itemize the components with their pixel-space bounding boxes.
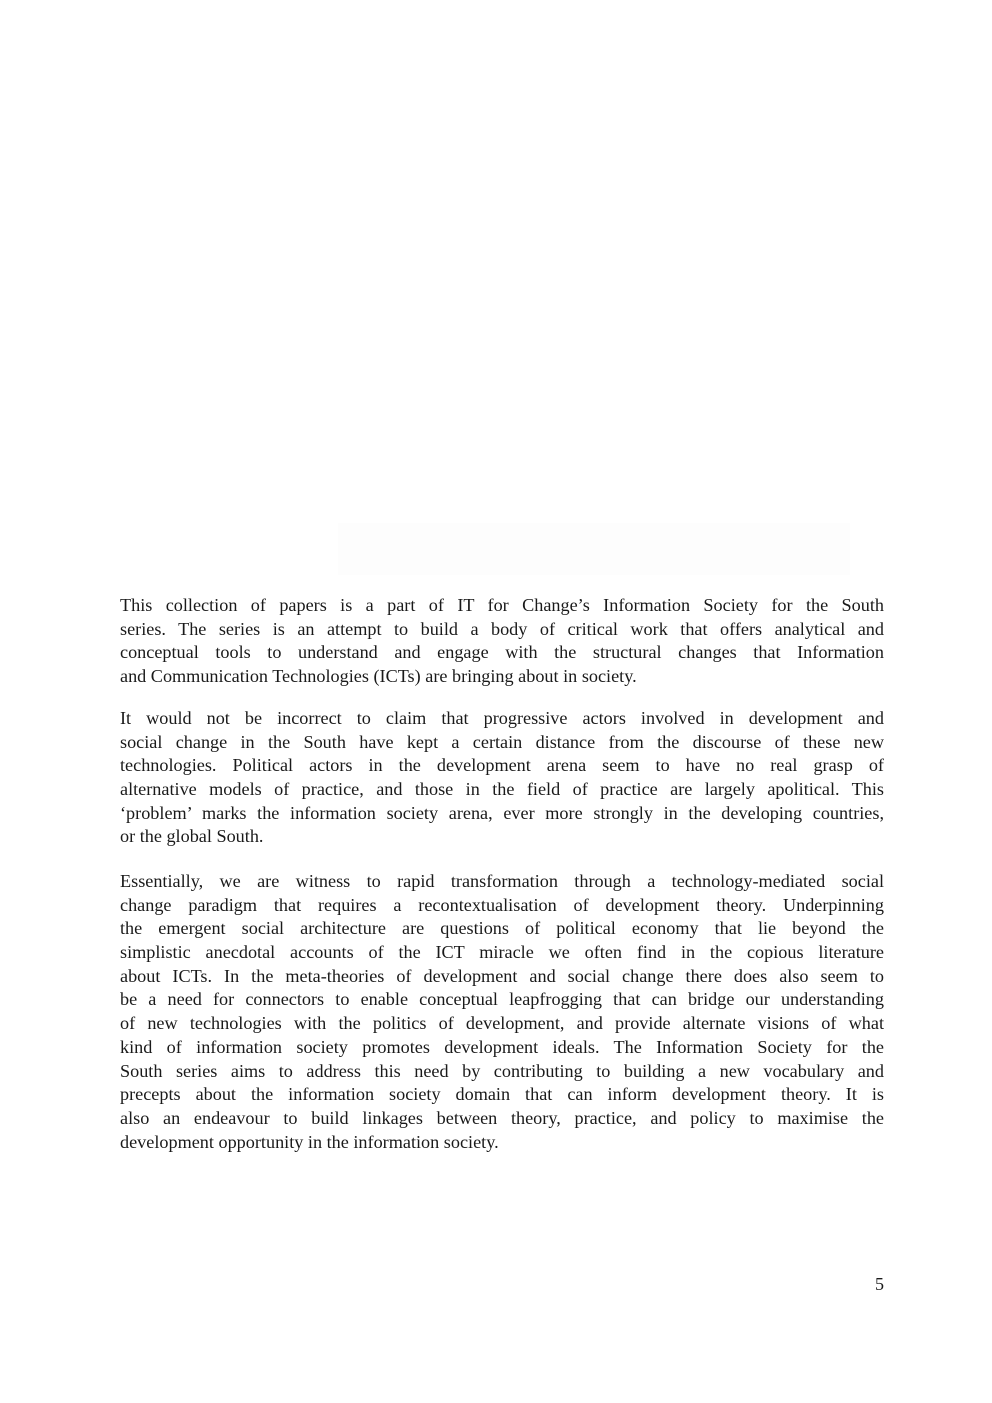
- page-number: 5: [875, 1274, 884, 1294]
- text-line: ‘problem’ marks the information society arena, ever more strongly in the developing countries,: [120, 802, 884, 823]
- text-line: social change in the South have kept a certain distance from the discourse of these new: [120, 731, 884, 752]
- text-line: precepts about the information society domain that can inform development theory. It is: [120, 1084, 884, 1105]
- text-line: conceptual tools to understand and engage with the structural changes that Information: [120, 642, 884, 663]
- text-line: kind of information society promotes development ideals. The Information Society for the: [120, 1036, 884, 1057]
- text-line: Essentially, we are witness to rapid transformation through a technology-mediated social: [120, 871, 884, 891]
- text-line: of new technologies with the politics of development, and provide alternate visions of what: [120, 1013, 884, 1034]
- text-line: or the global South.: [120, 826, 264, 847]
- text-line: and Communication Technologies (ICTs) are bringing about in society.: [120, 666, 637, 687]
- text-line: alternative models of practice, and those in the field of practice are largely apolitical. This: [120, 779, 884, 800]
- text-line: about ICTs. In the meta-theories of development and social change there does also seem to: [120, 965, 884, 986]
- text-line: change paradigm that requires a recontextualisation of development theory. Underpinning: [120, 894, 884, 915]
- text-line: be a need for connectors to enable conceptual leapfrogging that can bridge our understanding: [120, 989, 884, 1010]
- faint-scan-artifact: [338, 523, 850, 575]
- text-line: technologies. Political actors in the development arena seem to have no real grasp of: [120, 755, 884, 776]
- paragraph-intro: [120, 594, 884, 689]
- text-line: South series aims to address this need by contributing to building a new vocabulary and: [120, 1060, 884, 1081]
- text-line: It would not be incorrect to claim that progressive actors involved in development and: [120, 708, 884, 728]
- text-line: series. The series is an attempt to build a body of critical work that offers analytical and: [120, 618, 884, 639]
- text-line: This collection of papers is a part of IT for Change’s Information Society for the South: [120, 595, 884, 615]
- text-line: also an endeavour to build linkages between theory, practice, and policy to maximise the: [120, 1107, 884, 1128]
- text-line: the emergent social architecture are questions of political economy that lie beyond the: [120, 918, 884, 939]
- text-line: simplistic anecdotal accounts of the ICT miracle we often find in the copious literature: [120, 942, 884, 963]
- paragraph-progressive-actors: [120, 707, 884, 849]
- text-line: development opportunity in the information society.: [120, 1131, 499, 1152]
- paragraph-transformation: [120, 870, 884, 1154]
